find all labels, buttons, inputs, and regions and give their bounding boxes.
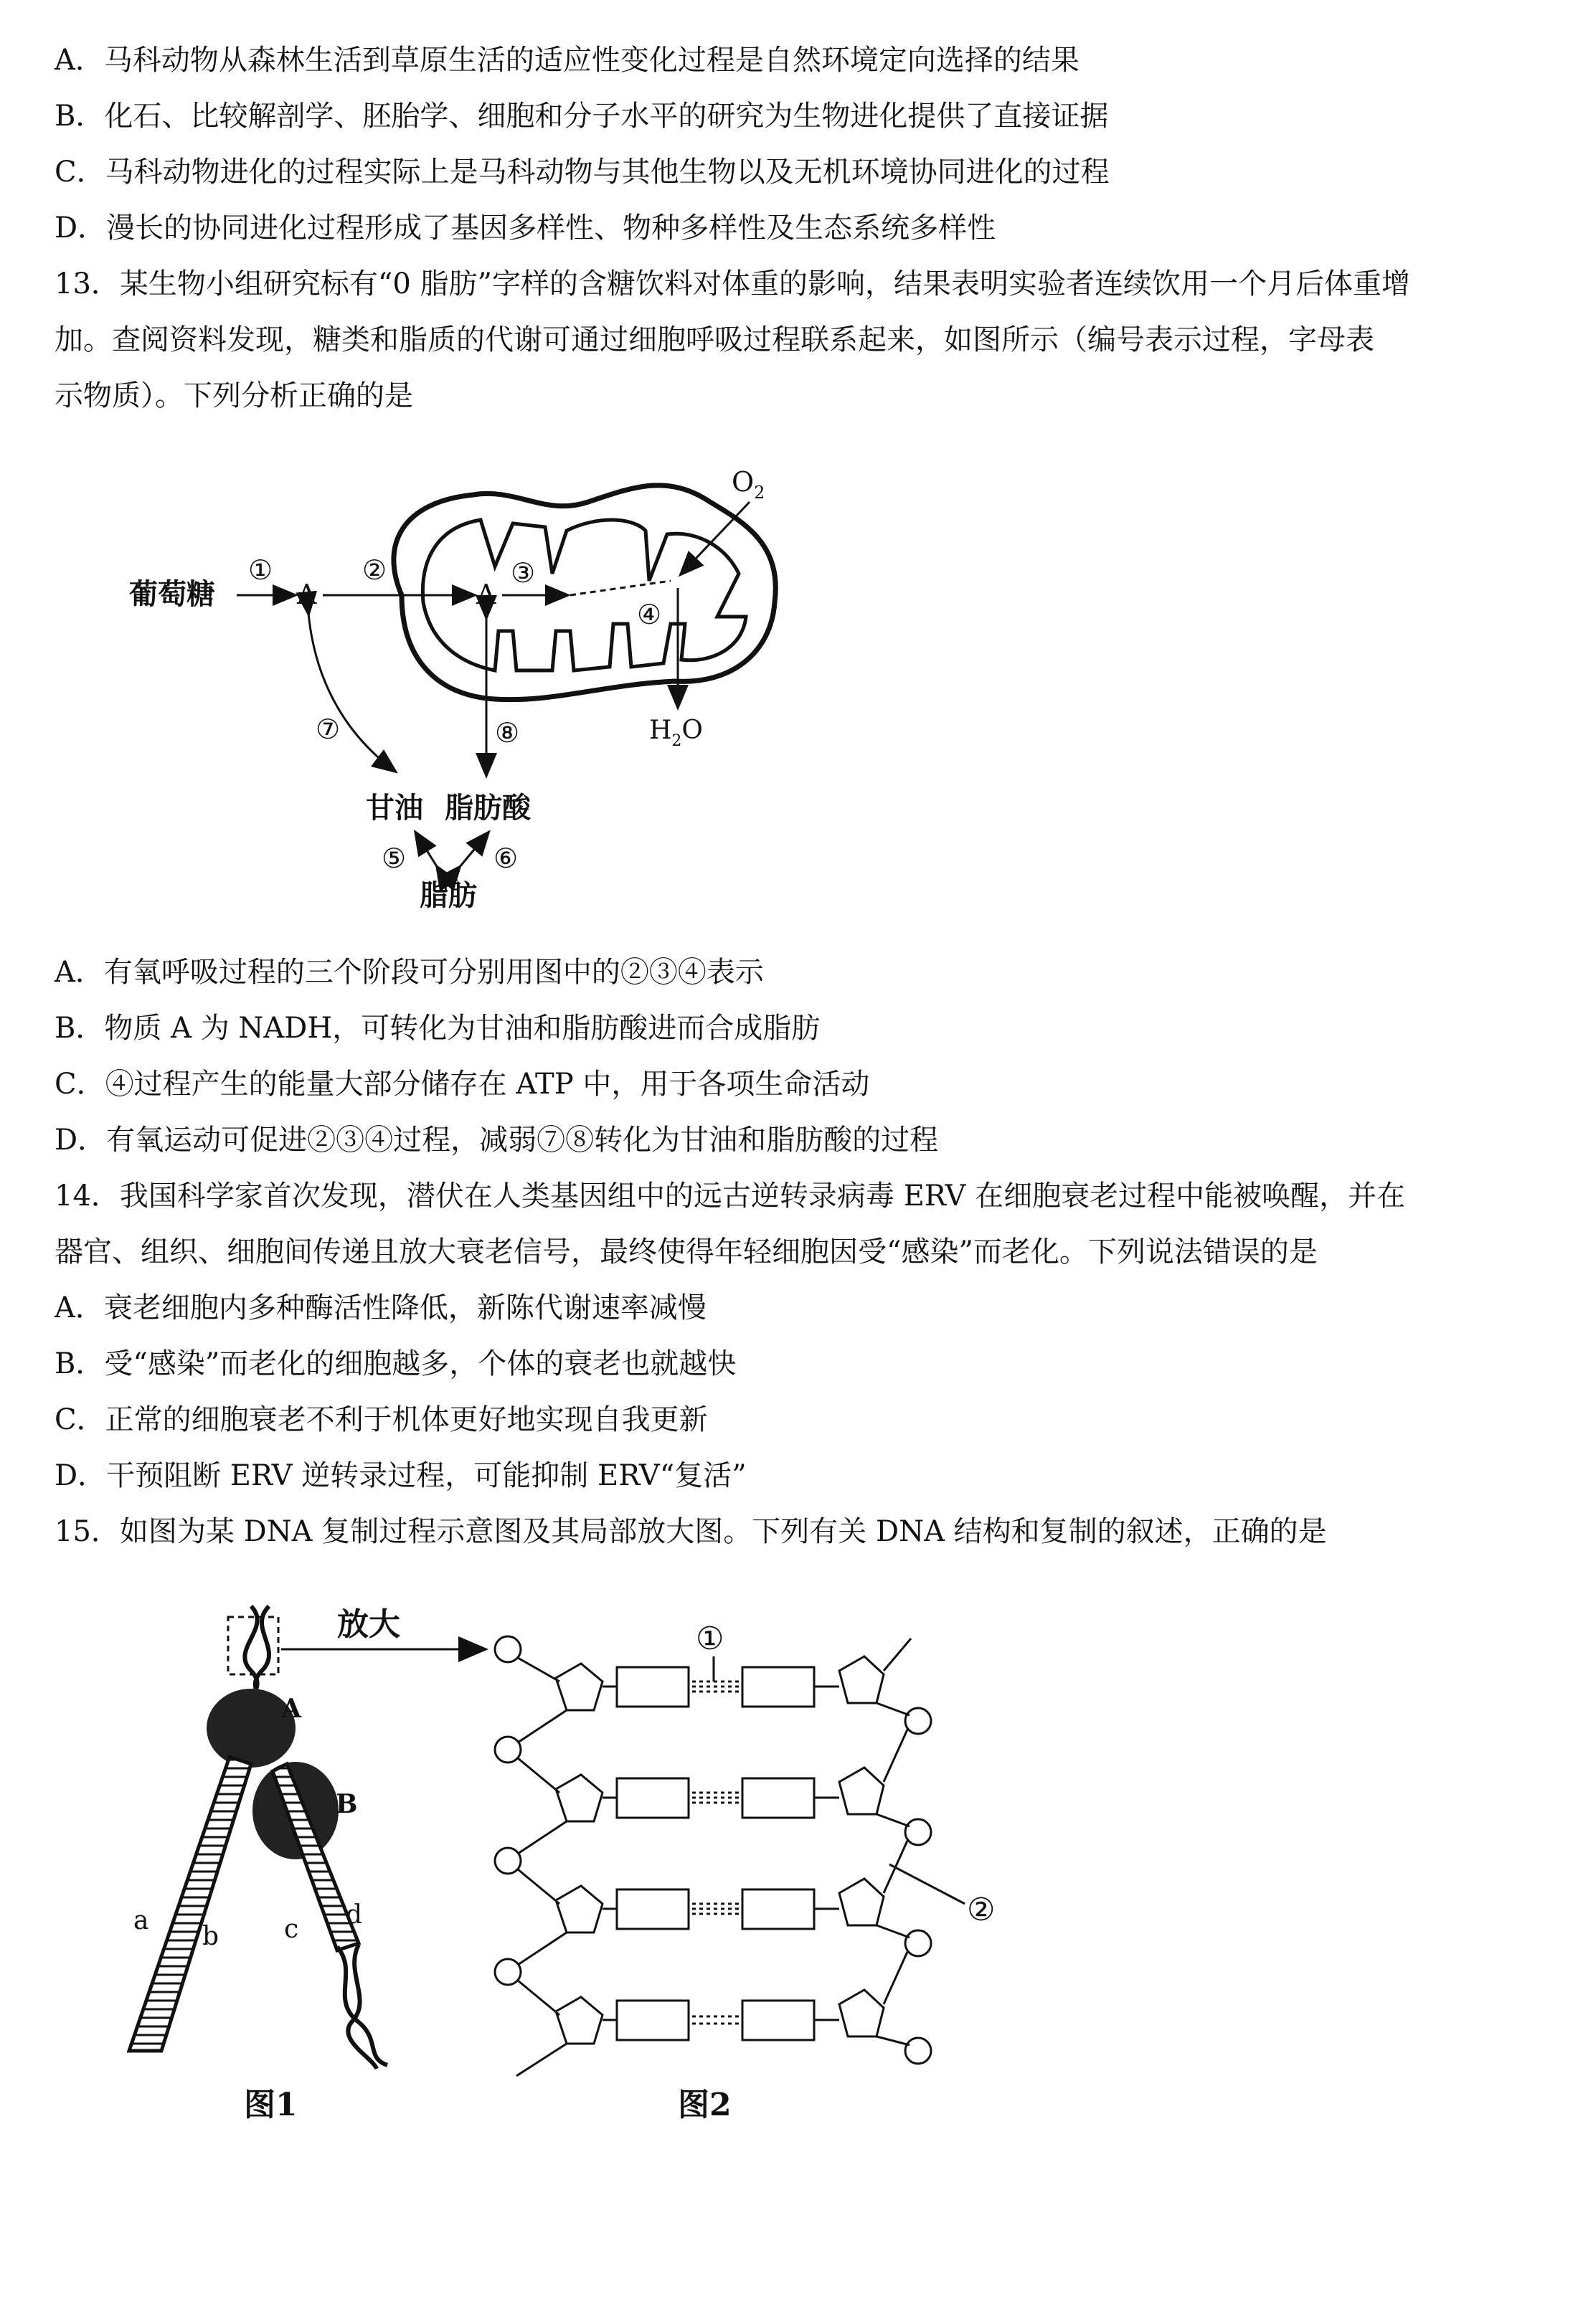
q13-stem-line-1: 13．某生物小组研究标有“0 脂肪”字样的含糖饮料对体重的影响，结果表明实验者连续饮用一个月后体重增 <box>55 267 1410 300</box>
water-subscript: 2 <box>671 732 682 750</box>
enlarge-label: 放大 <box>337 1606 400 1643</box>
q13-metabolism-diagram <box>0 430 1573 932</box>
q14-stem-line-2: 器官、组织、细胞间传递且放大衰老信号，最终使得年轻细胞因受“感染”而老化。下列说法错误的是 <box>55 1235 1318 1268</box>
right-backbone <box>839 1638 931 2064</box>
step-1-marker: ① <box>248 554 273 586</box>
marker-2-label: ② <box>967 1892 996 1928</box>
q13-option-a: A．有氧呼吸过程的三个阶段可分别用图中的②③④表示 <box>55 956 764 989</box>
step-2-marker: ② <box>362 554 387 586</box>
strand-d-label: d <box>346 1900 363 1930</box>
fat-label: 脂肪 <box>420 878 477 912</box>
q14-option-a: A．衰老细胞内多种酶活性降低，新陈代谢速率减慢 <box>55 1291 707 1324</box>
oxygen-subscript: 2 <box>754 483 765 503</box>
arrow-step-5 <box>416 833 438 868</box>
step-6-marker: ⑥ <box>493 843 519 874</box>
substance-a-cytoplasm: A <box>297 579 317 610</box>
q13-option-d: D．有氧运动可促进②③④过程，减弱⑦⑧转化为甘油和脂肪酸的过程 <box>55 1124 939 1157</box>
enzyme-b-label: B <box>336 1789 358 1819</box>
step-3-marker: ③ <box>511 557 536 589</box>
q13-stem-line-3: 示物质）。下列分析正确的是 <box>55 379 413 412</box>
substance-a-matrix: A <box>476 579 496 610</box>
q14-option-b: B．受“感染”而老化的细胞越多，个体的衰老也就越快 <box>55 1347 737 1380</box>
fatty-acid-label: 脂肪酸 <box>445 791 531 825</box>
marker-2-leader <box>889 1864 965 1904</box>
q14-option-c: C．正常的细胞衰老不利于机体更好地实现自我更新 <box>55 1403 708 1436</box>
oxygen-letter: O <box>732 466 755 498</box>
base-pairs <box>603 1667 839 2040</box>
q13-option-c: C．④过程产生的能量大部分储存在 ATP 中，用于各项生命活动 <box>55 1068 870 1101</box>
step-5-marker: ⑤ <box>382 843 407 874</box>
glucose-label: 葡萄糖 <box>129 577 215 611</box>
marker-1-label: ① <box>696 1621 724 1657</box>
q12-option-a: A．马科动物从森林生活到草原生活的适应性变化过程是自然环境定向选择的结果 <box>55 44 1080 77</box>
q15-stem: 15．如图为某 DNA 复制过程示意图及其局部放大图。下列有关 DNA 结构和复制的叙述，正确的是 <box>55 1515 1327 1548</box>
arrow-step-6 <box>459 833 488 868</box>
oxygen-label <box>732 466 765 503</box>
figure-2-caption: 图2 <box>678 2087 732 2123</box>
arrow-oxygen <box>681 502 750 574</box>
arrow-step-7 <box>308 613 395 771</box>
q13-option-b: B．物质 A 为 NADH，可转化为甘油和脂肪酸进而合成脂肪 <box>55 1012 821 1045</box>
q12-option-b: B．化石、比较解剖学、胚胎学、细胞和分子水平的研究为生物进化提供了直接证据 <box>55 100 1109 133</box>
strand-c-label: c <box>284 1915 299 1944</box>
q12-option-d: D．漫长的协同进化过程形成了基因多样性、物种多样性及生态系统多样性 <box>55 212 996 245</box>
water-h: H <box>649 716 672 745</box>
q14-stem-line-1: 14．我国科学家首次发现，潜伏在人类基因组中的远古逆转录病毒 ERV 在细胞衰老过程中能被唤醒，并在 <box>55 1180 1406 1213</box>
q13-stem-line-2: 加。查阅资料发现，糖类和脂质的代谢可通过细胞呼吸过程联系起来，如图所示（编号表示过程，字母表 <box>55 323 1374 356</box>
water-o: O <box>681 716 703 745</box>
q12-option-c: C．马科动物进化的过程实际上是马科动物与其他生物以及无机环境协同进化的过程 <box>55 156 1110 189</box>
glycerol-label: 甘油 <box>366 791 423 825</box>
enzyme-a-label: A <box>281 1694 301 1724</box>
strand-a-label: a <box>133 1906 149 1935</box>
left-backbone <box>495 1636 603 2076</box>
step-8-marker: ⑧ <box>495 717 520 749</box>
q14-option-d: D．干预阻断 ERV 逆转录过程，可能抑制 ERV“复活” <box>55 1459 747 1492</box>
water-label <box>649 716 703 750</box>
strand-b-label: b <box>202 1922 219 1951</box>
figure-1-caption: 图1 <box>244 2087 298 2123</box>
q15-figure-2-dna-segment <box>0 1578 1573 2123</box>
hydrogen-bonds <box>692 1682 739 2024</box>
step-4-marker: ④ <box>637 599 662 630</box>
step-7-marker: ⑦ <box>316 713 341 745</box>
arrow-step-3-dashed <box>570 581 671 595</box>
